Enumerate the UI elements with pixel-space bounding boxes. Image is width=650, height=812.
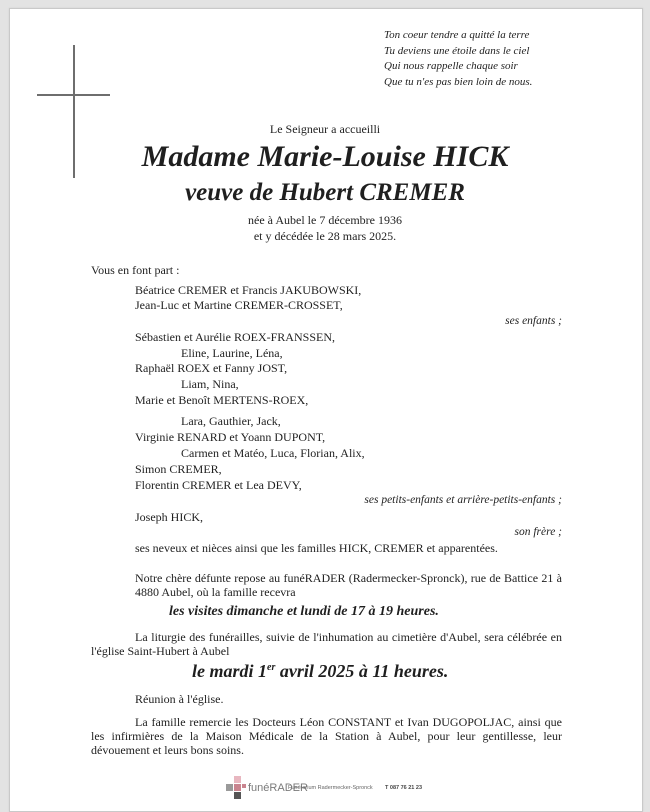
poem [384,28,532,90]
family-line: Simon CREMER, [135,462,222,476]
relation-brother: son frère ; [514,526,562,538]
date-pre: le mardi 1 [192,661,267,681]
family-line: Eline, Laurine, Léna, [181,346,283,360]
reunion-line: Réunion à l'église. [135,692,224,706]
date-post: avril 2025 à 11 heures. [275,661,449,681]
thanks-paragraph [91,715,562,757]
liturgy-paragraph [91,630,562,658]
family-line: Carmen et Matéo, Luca, Florian, Alix, [181,446,365,460]
date-sup: er [267,662,276,673]
death-line: et y décédée le 28 mars 2025. [253,228,397,243]
intro-text: Le Seigneur a accueilli [269,122,381,136]
liturgy-text: La liturgie des funérailles, suivie de l'inhumation au cimetière d'Aubel, sera célébrée en l'église Saint-Hubert à Aubel [91,630,562,658]
rest-text: Notre chère défunte repose au funéRADER (Radermecker-Spronck), rue de Battice 21 à 4880 Aubel, où la famille recevra [135,571,562,599]
deceased-name: Madame Marie-Louise HICK [141,140,509,173]
family-line: ses neveux et nièces ainsi que les familles HICK, CREMER et apparentées. [135,541,498,555]
logo-mark [226,776,248,798]
family-line: Sébastien et Aurélie ROEX-FRANSSEN, [135,330,335,344]
family-line: Liam, Nina, [181,377,239,391]
family-line: Marie et Benoît MERTENS-ROEX, [135,393,309,407]
relation-children: ses enfants ; [505,315,562,327]
family-line: Joseph HICK, [135,510,203,524]
poem-line: Tu deviens une étoile dans le ciel [384,44,530,57]
family-line: Lara, Gauthier, Jack, [181,414,281,428]
family-line: Jean-Luc et Martine CREMER-CROSSET, [135,298,343,312]
poem-line: Que tu n'es pas bien loin de nous. [384,75,533,88]
birth-line: née à Aubel le 7 décembre 1936 [248,213,402,227]
logo-brand: funéRADER [248,782,308,794]
cross-horizontal [37,94,110,96]
widow-line: veuve de Hubert CREMER [185,179,465,206]
family-line: Florentin CREMER et Lea DEVY, [135,478,302,492]
visits-line: les visites dimanche et lundi de 17 à 19 heures. [169,604,439,619]
family-line: Raphaël ROEX et Fanny JOST, [135,361,288,375]
family-line: Virginie RENARD et Yoann DUPONT, [135,430,326,444]
ceremony-date [192,661,448,682]
rest-paragraph [135,571,562,599]
poem-line: Ton coeur tendre a quitté la terre [384,29,530,41]
dates [0,213,650,244]
family-intro: Vous en font part : [91,263,180,277]
logo-subtitle: Funérarium Radermecker-Spronck [288,785,373,791]
relation-grandchildren: ses petits-enfants et arrière-petits-enfants ; [364,494,562,506]
family-line: Béatrice CREMER et Francis JAKUBOWSKI, [135,283,362,297]
poem-line: Qui nous rappelle chaque soir [384,60,518,72]
logo-phone: T 087 76 21 23 [385,785,423,791]
thanks-text: La famille remercie les Docteurs Léon CONSTANT et Ivan DUGOPOLJAC, ainsi que les infirmières de la Maison Médicale de la Station à Aubel, pour leur gentillesse, leur dévouement et leurs bons soins. [91,715,562,757]
